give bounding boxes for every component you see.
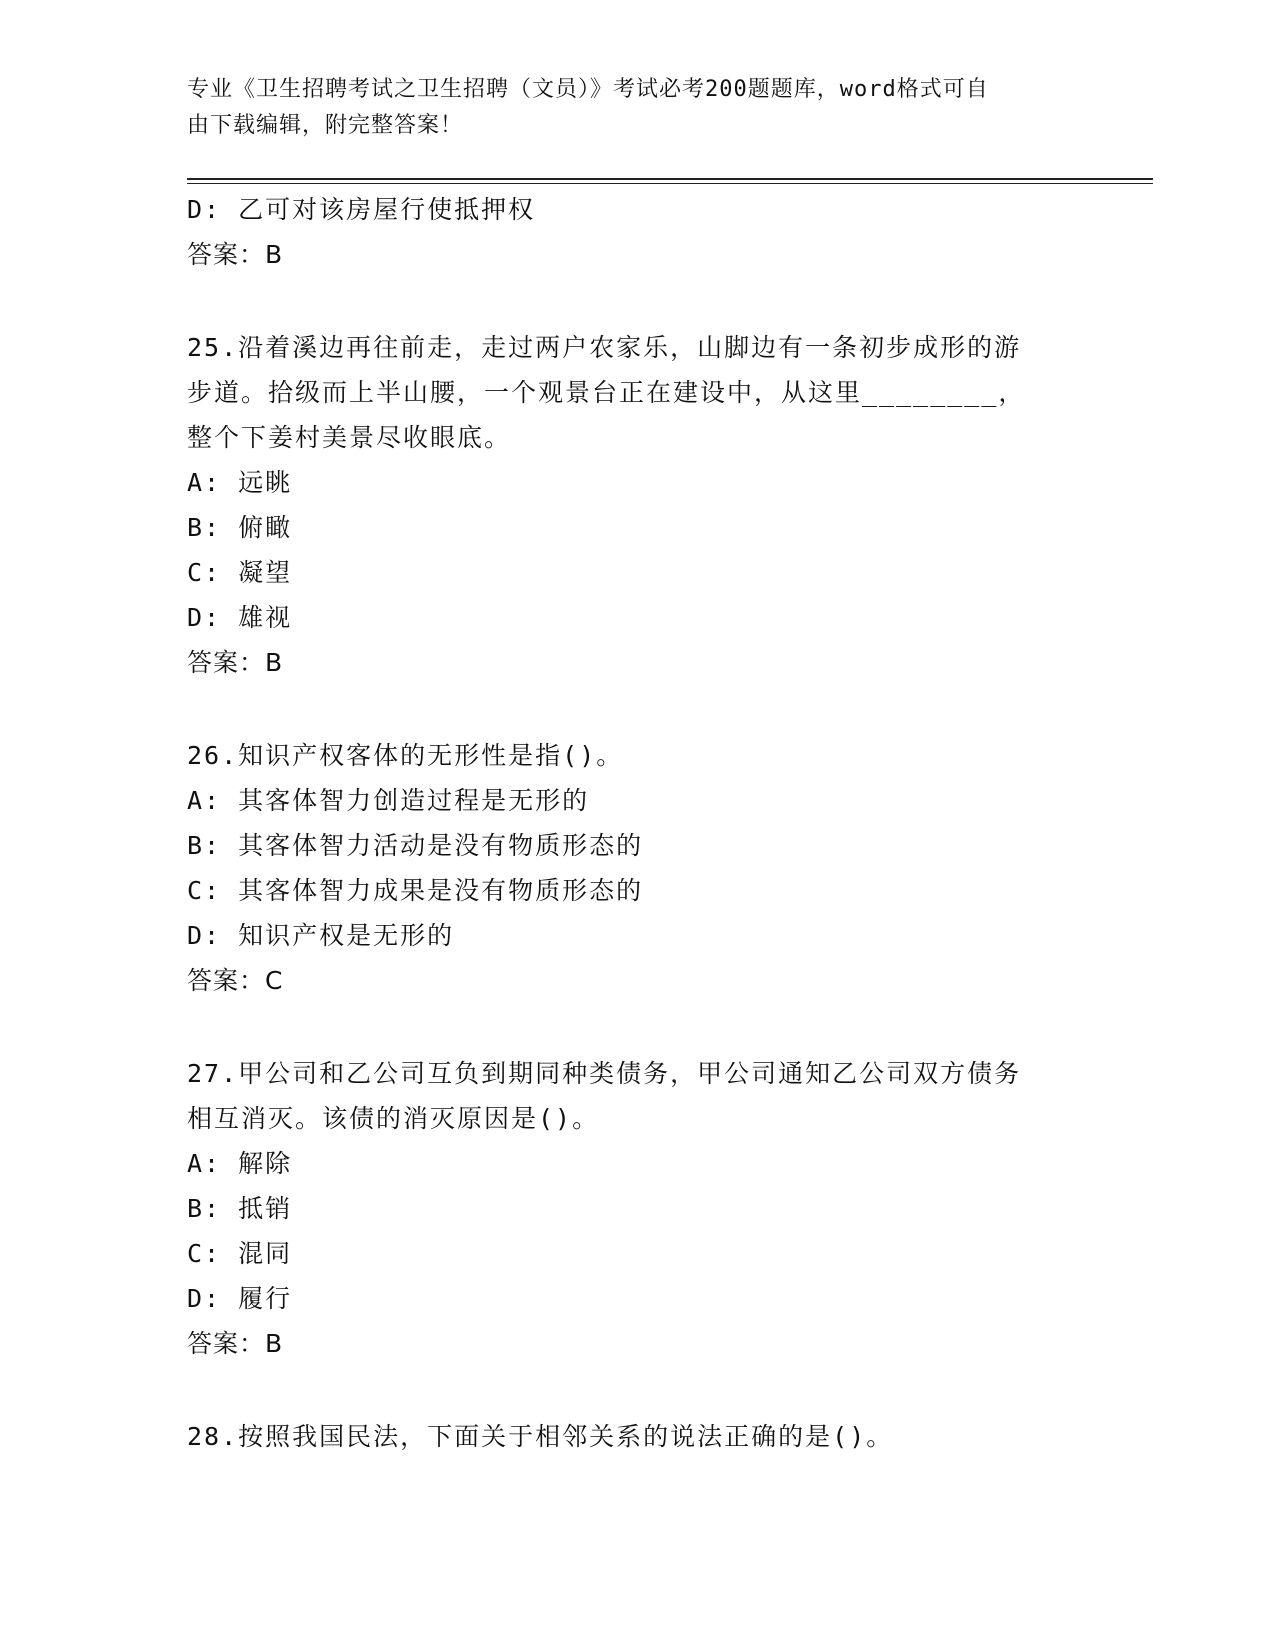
document-header bbox=[187, 72, 1077, 144]
question-26 bbox=[187, 733, 1087, 1003]
option-b: B: 俯瞰 bbox=[187, 513, 293, 542]
question-28 bbox=[187, 1414, 1087, 1459]
option-c: C: 混同 bbox=[187, 1239, 293, 1268]
option-b: B: 抵销 bbox=[187, 1194, 293, 1223]
question-stem: 相互消灭。该债的消灭原因是()。 bbox=[187, 1104, 600, 1133]
header-divider-thick bbox=[187, 178, 1153, 180]
spacer bbox=[187, 277, 1087, 325]
header-divider-thin bbox=[187, 183, 1153, 184]
header-line-2: 由下载编辑，附完整答案！ bbox=[187, 113, 464, 138]
question-stem: 27.甲公司和乙公司互负到期同种类债务，甲公司通知乙公司双方债务 bbox=[187, 1059, 1022, 1088]
option-b: B: 其客体智力活动是没有物质形态的 bbox=[187, 831, 644, 860]
answer-label: 答案：B bbox=[187, 240, 284, 269]
question-stem: 28.按照我国民法，下面关于相邻关系的说法正确的是()。 bbox=[187, 1422, 894, 1451]
question-25 bbox=[187, 325, 1087, 685]
question-stem: 步道。拾级而上半山腰，一个观景台正在建设中，从这里________， bbox=[187, 378, 1026, 407]
question-24-tail bbox=[187, 187, 1087, 277]
option-a: A: 远眺 bbox=[187, 468, 293, 497]
question-stem: 25.沿着溪边再往前走，走过两户农家乐，山脚边有一条初步成形的游 bbox=[187, 333, 1022, 362]
option-d: D: 雄视 bbox=[187, 603, 293, 632]
spacer bbox=[187, 1366, 1087, 1414]
option-d: D: 履行 bbox=[187, 1284, 293, 1313]
answer-label: 答案：B bbox=[187, 648, 284, 677]
document-body bbox=[187, 187, 1087, 1459]
answer-label: 答案：C bbox=[187, 966, 284, 995]
header-line-1: 专业《卫生招聘考试之卫生招聘（文员）》考试必考200题题库，word格式可自 bbox=[187, 77, 989, 102]
option-a: A: 其客体智力创造过程是无形的 bbox=[187, 786, 590, 815]
spacer bbox=[187, 1003, 1087, 1051]
option-a: A: 解除 bbox=[187, 1149, 293, 1178]
option-d: D: 知识产权是无形的 bbox=[187, 921, 455, 950]
question-27 bbox=[187, 1051, 1087, 1366]
answer-label: 答案：B bbox=[187, 1329, 284, 1358]
option-c: C: 凝望 bbox=[187, 558, 293, 587]
question-stem: 整个下姜村美景尽收眼底。 bbox=[187, 423, 512, 452]
question-stem: 26.知识产权客体的无形性是指()。 bbox=[187, 741, 624, 770]
option-c: C: 其客体智力成果是没有物质形态的 bbox=[187, 876, 644, 905]
spacer bbox=[187, 685, 1087, 733]
option-d: D: 乙可对该房屋行使抵押权 bbox=[187, 195, 536, 224]
